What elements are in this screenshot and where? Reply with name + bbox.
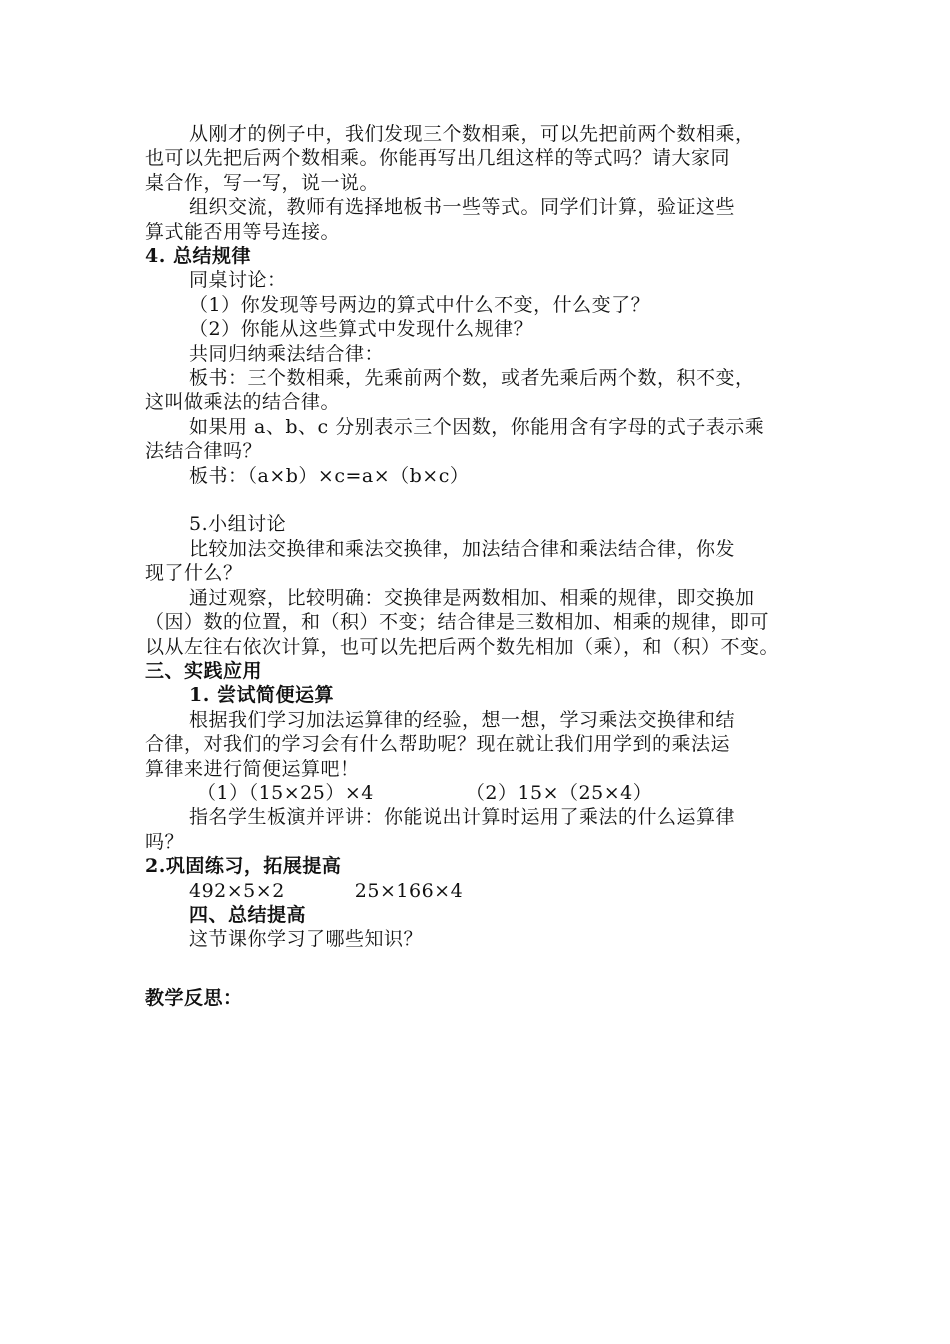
- paragraph-line: 现了什么？: [145, 562, 243, 585]
- paragraph-line: 板书：三个数相乘，先乘前两个数，或者先乘后两个数，积不变，: [189, 367, 755, 390]
- section-heading: 三、实践应用: [145, 659, 263, 682]
- paragraph-line: 算式能否用等号连接。: [145, 220, 341, 243]
- paragraph-line: 组织交流，教师有选择地板书一些等式。同学们计算，验证这些: [189, 196, 736, 219]
- exercise-2: （2）15×（25×4）: [465, 781, 653, 804]
- exercise-3: 492×5×2: [189, 879, 285, 902]
- blank-line: [145, 952, 815, 986]
- question-line: （1）你发现等号两边的算式中什么不变，什么变了？: [189, 293, 651, 316]
- paragraph-line: 通过观察，比较明确：交换律是两数相加、相乘的规律，即交换加: [189, 586, 755, 609]
- question-line: （2）你能从这些算式中发现什么规律？: [189, 318, 534, 341]
- paragraph-line: 算律来进行简便运算吧！: [145, 757, 360, 780]
- reflection-label: 教学反思：: [145, 986, 243, 1009]
- formula-line: 板书：（a×b）×c=a×（b×c）: [189, 464, 470, 487]
- paragraph-line: 比较加法交换律和乘法交换律，加法结合律和乘法结合律，你发: [189, 537, 736, 560]
- paragraph-line: 同桌讨论：: [189, 269, 287, 292]
- document-body: [145, 122, 815, 1010]
- exercise-row: [145, 781, 815, 805]
- paragraph-line: 如果用 a、b、c 分别表示三个因数，你能用含有字母的式子表示乘: [189, 415, 765, 438]
- paragraph-line: 吗？: [145, 830, 185, 853]
- section-heading: 四、总结提高: [189, 903, 307, 926]
- paragraph-line: 指名学生板演并评讲：你能说出计算时运用了乘法的什么运算律: [189, 806, 736, 829]
- paragraph-line: 法结合律吗？: [145, 440, 263, 463]
- paragraph-line: （因）数的位置，和（积）不变；结合律是三数相加、相乘的规律，即可: [145, 611, 770, 634]
- exercise-4: 25×166×4: [354, 879, 464, 902]
- paragraph-line: 桌合作，写一写，说一说。: [145, 171, 380, 194]
- blank-line: [145, 488, 815, 512]
- exercise-row: [145, 879, 815, 903]
- paragraph-line: 合律，对我们的学习会有什么帮助呢？现在就让我们用学到的乘法运: [145, 733, 731, 756]
- paragraph-line: 共同归纳乘法结合律：: [189, 342, 385, 365]
- section-heading: 2.巩固练习，拓展提高: [145, 855, 342, 878]
- exercise-1: （1）（15×25）×4: [197, 781, 374, 804]
- paragraph-line: 这节课你学习了哪些知识？: [189, 928, 424, 951]
- subsection-heading: 1. 尝试简便运算: [189, 684, 334, 707]
- paragraph-line: 以从左往右依次计算，也可以先把后两个数先相加（乘），和（积）不变。: [145, 635, 780, 658]
- section-heading: 4. 总结规律: [145, 245, 251, 268]
- section-heading: 5.小组讨论: [189, 513, 287, 536]
- paragraph-line: 根据我们学习加法运算律的经验，想一想，学习乘法交换律和结: [189, 708, 736, 731]
- paragraph-line: 也可以先把后两个数相乘。你能再写出几组这样的等式吗？请大家同: [145, 147, 731, 170]
- paragraph-line: 这叫做乘法的结合律。: [145, 391, 341, 414]
- paragraph-line: 从刚才的例子中，我们发现三个数相乘，可以先把前两个数相乘，: [189, 123, 755, 145]
